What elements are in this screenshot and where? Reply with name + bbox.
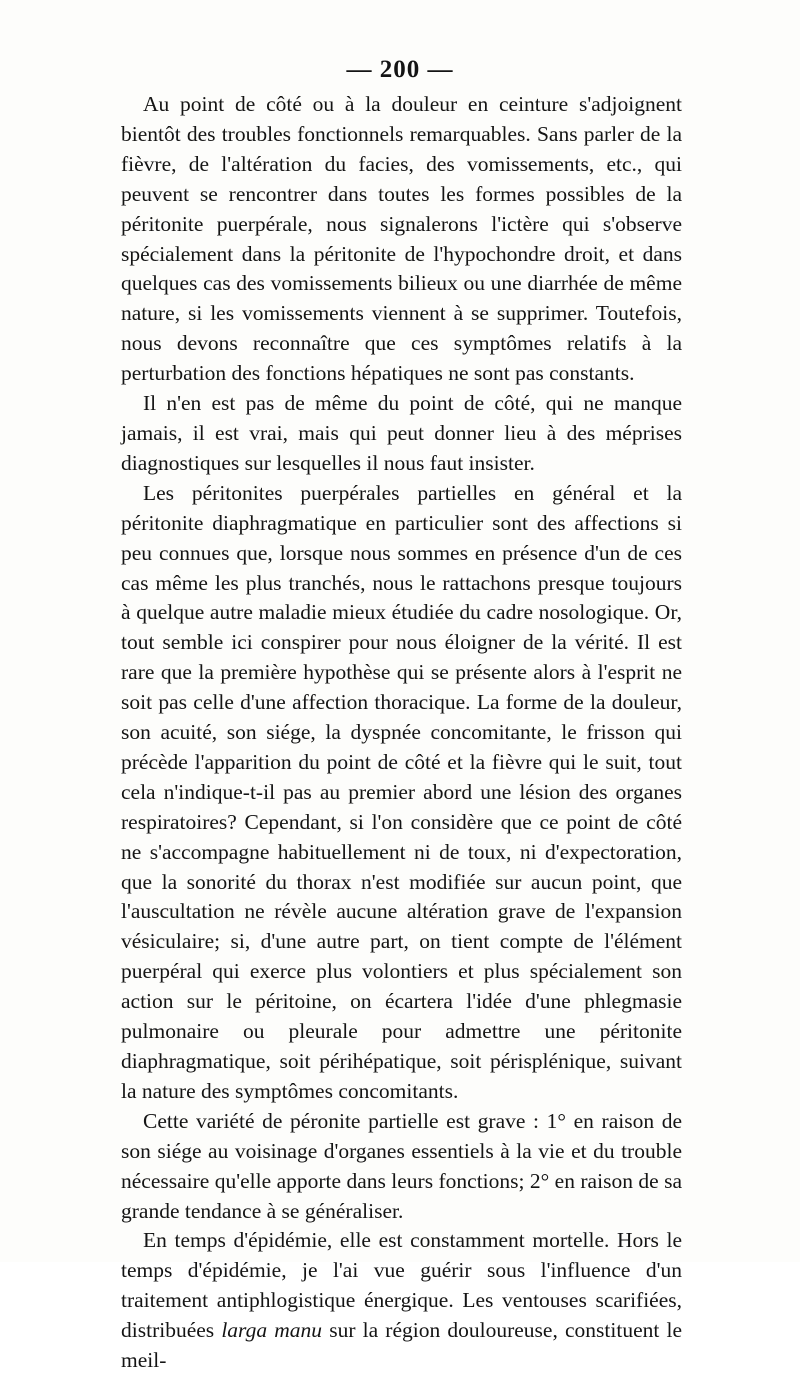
paragraph [121,1226,682,1376]
body-text [121,90,682,1376]
paragraph [121,479,682,1107]
paragraph-text: Au point de côté ou à la douleur en ceinture s'adjoignent bientôt des troubles fonctionnels remarquables. Sans parler de la fièvre, de l'altération du facies, des vomissements, etc., qui peuvent se rencontrer dans toutes les formes possibles de la péritonite puerpérale, nous signalerons l'ictère qui s'observe spécialement dans la péritonite de l'hypochondre droit, et dans quelques cas des vomissements bilieux ou une diarrhée de même nature, si les vomissements viennent à se supprimer. Toutefois, nous devons reconnaître que ces symptômes relatifs à la perturbation des fonctions hépatiques ne sont pas constants. [121,92,682,386]
paragraph-text: En temps d'épidémie, elle est constamment mortelle. Hors le temps d'épidémie, je l'ai vue guérir sous l'influence d'un traitement antiphlogistique énergique. Les ventouses scarifiées, distribuées [121,1228,682,1343]
paragraph [121,389,682,479]
paragraph [121,90,682,389]
page-number: — 200 — [346,56,454,83]
paragraph-text: Cette variété de péronite partielle est grave : 1° en raison de son siége au voisinage d'organes essentiels à la vie et du trouble nécessaire qu'elle apporte dans leurs fonctions; 2° en raison de sa grande tendance à se généraliser. [121,1108,682,1223]
paragraph [121,1107,682,1227]
latin-phrase: larga manu [221,1318,323,1343]
paragraph-text: sur la région douloureuse, constituent le meil- [121,1318,683,1373]
paragraph-text: Il n'en est pas de même du point de côté, qui ne manque jamais, il est vrai, mais qui peut donner lieu à des méprises diagnostiques sur lesquelles il nous faut insister. [121,391,682,475]
paragraph-text: Les péritonites puerpérales partielles en général et la péritonite diaphragmatique en particulier sont des affections si peu connues que, lorsque nous sommes en présence d'un de ces cas même les plus tranchés, nous le rattachons presque toujours à quelque autre maladie mieux étudiée du cadre nosologique. Or, tout semble ici conspirer pour nous éloigner de la vérité. Il est rare que la première hypothèse qui se présente alors à l'esprit ne soit pas celle d'une affection thoracique. La forme de la douleur, son acuité, son siége, la dyspnée concomitante, le frisson qui précède l'apparition du point de côté et la fièvre qui le suit, tout cela n'indique-t-il pas au premier abord une lésion des organes respiratoires? Cependant, si l'on considère que ce point de côté ne s'accompagne habituellement ni de toux, ni d'expectoration, que la sonorité du thorax n'est modifiée sur aucun point, que l'auscultation ne révèle aucune altération grave de l'expansion vésiculaire; si, d'une autre part, on tient compte de l'élément puerpéral qui exerce plus volontiers et plus spécialement son action sur le péritoine, on écartera l'idée d'une phlegmasie pulmonaire ou pleurale pour admettre une péritonite diaphragmatique, soit périhépatique, soit périsplénique, suivant la nature des symptômes concomitants. [121,480,682,1103]
